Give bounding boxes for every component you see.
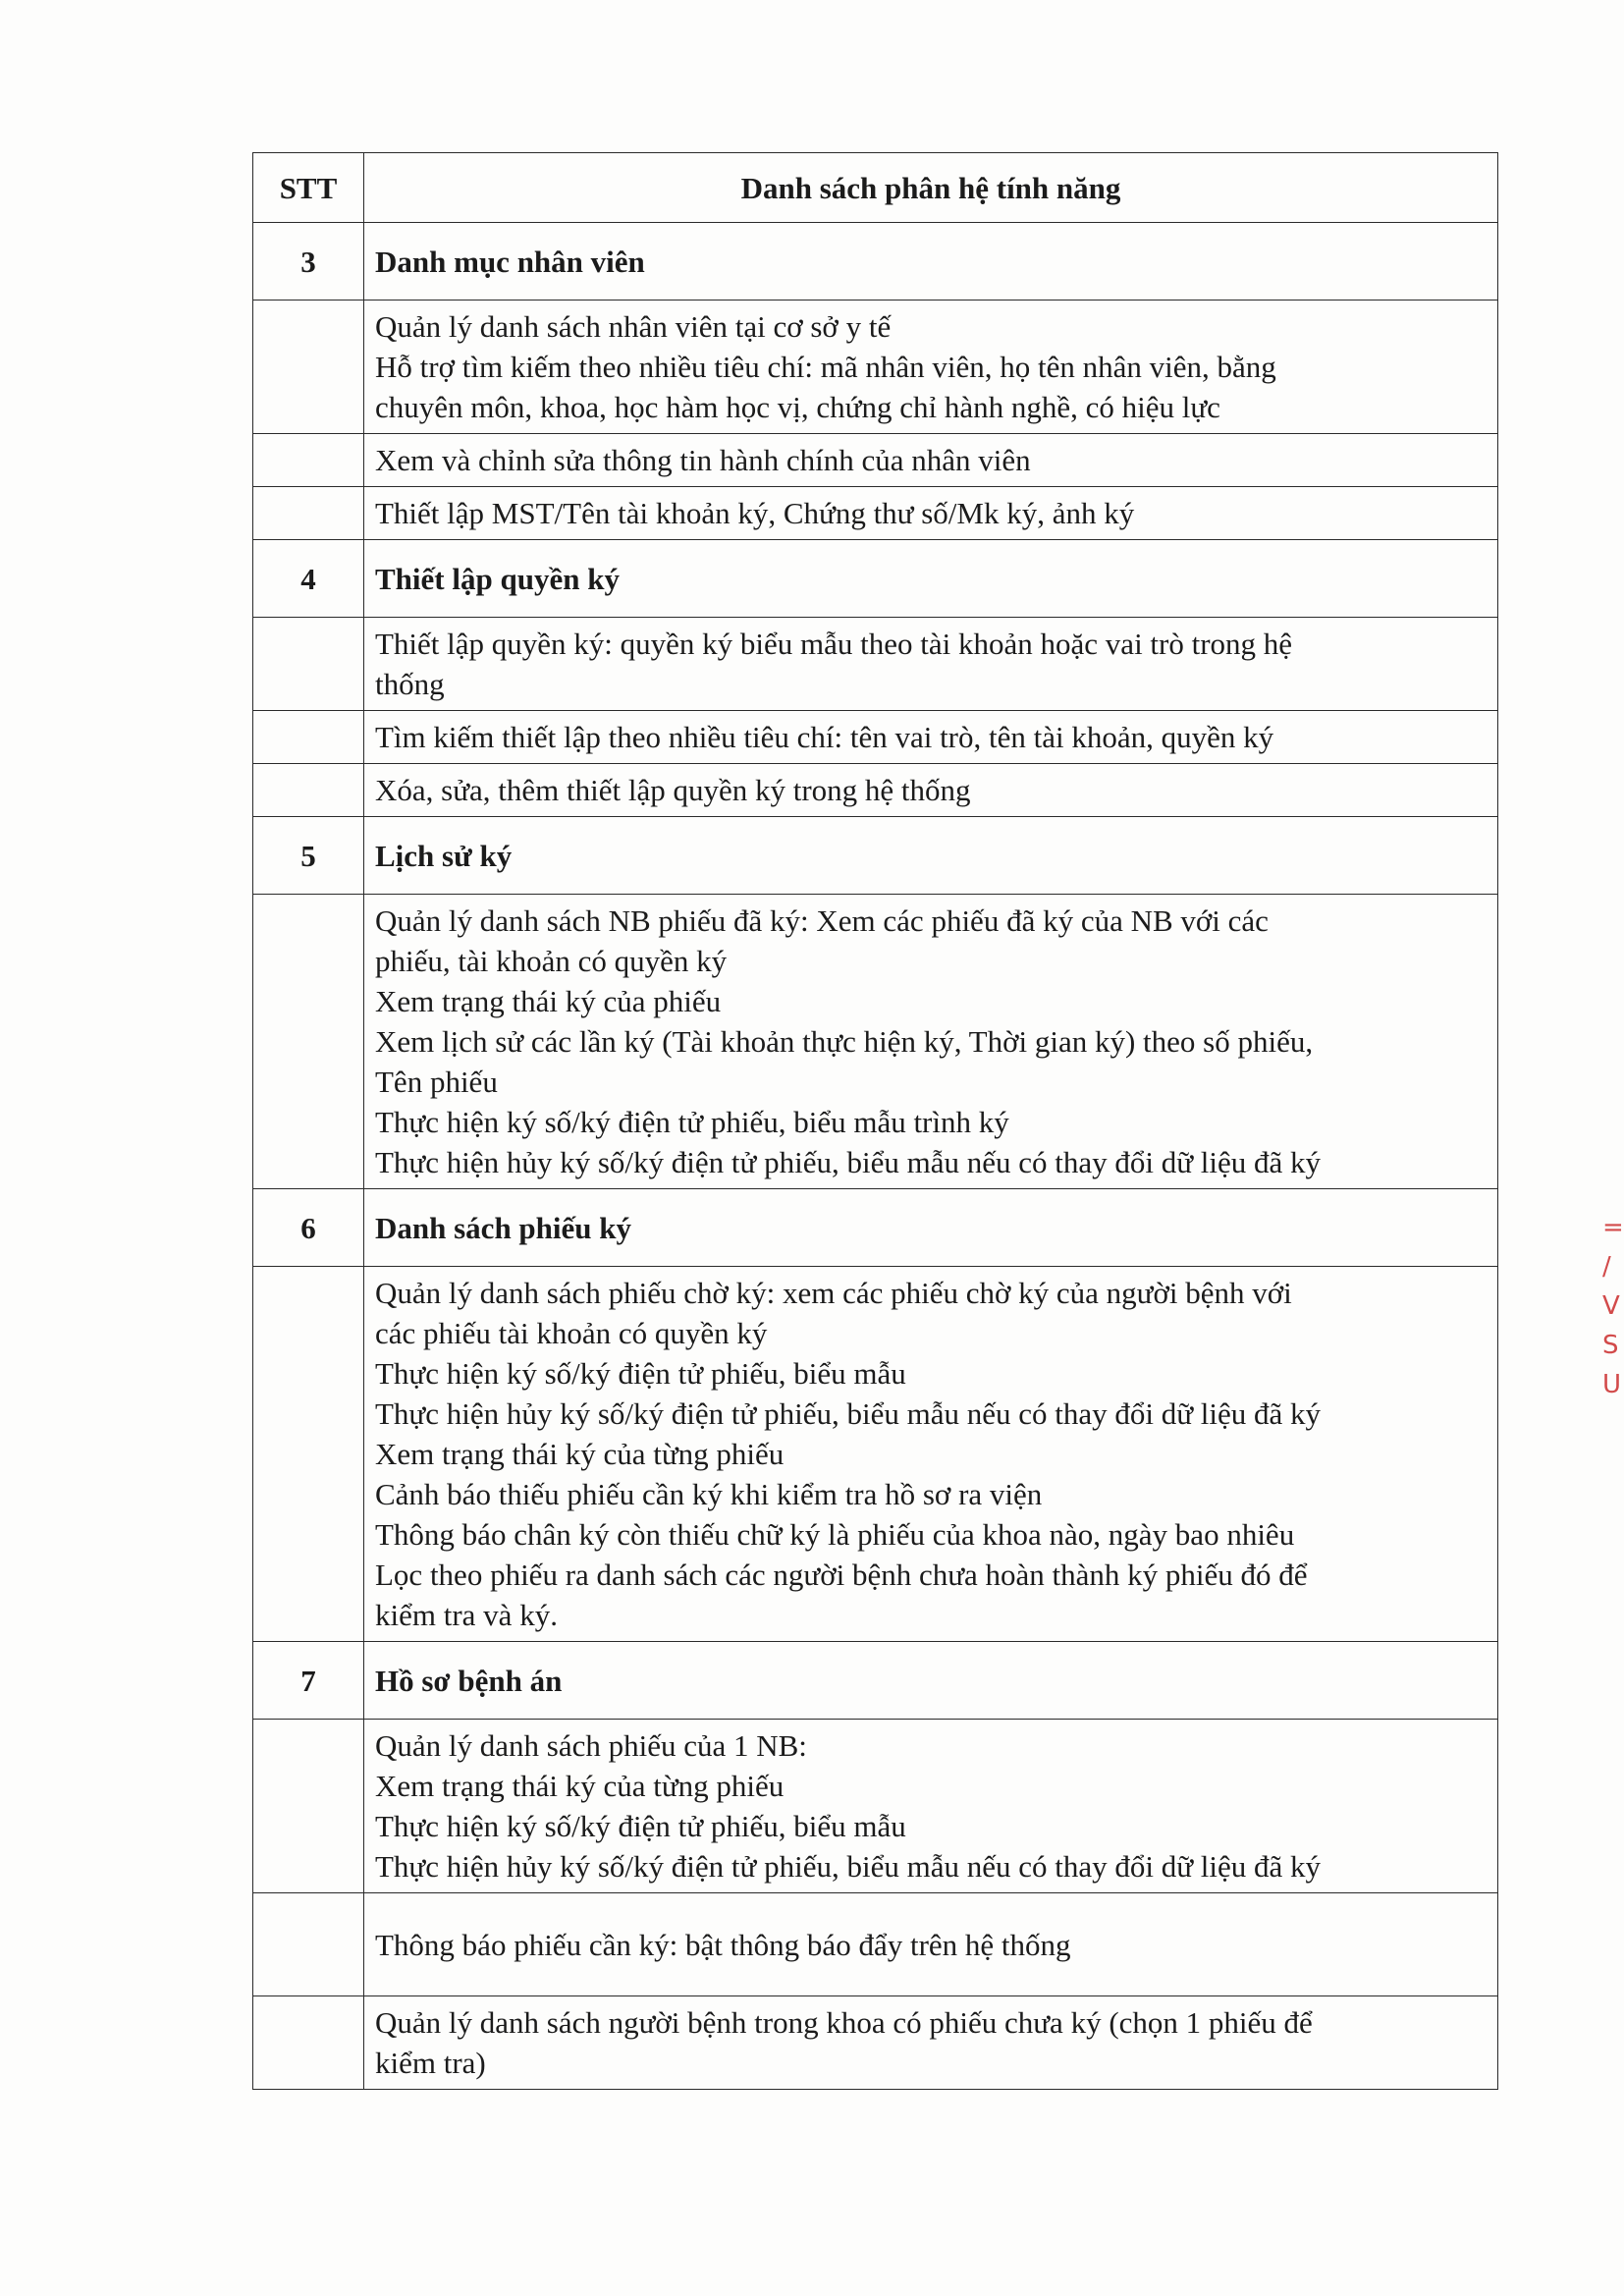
feature-line: Thực hiện ký số/ký điện tử phiếu, biểu mẫu bbox=[375, 1356, 906, 1391]
header-description: Danh sách phân hệ tính năng bbox=[364, 153, 1498, 223]
section-row bbox=[253, 817, 1498, 895]
table-header-row bbox=[253, 153, 1498, 223]
feature-line: chuyên môn, khoa, học hàm học vị, chứng chỉ hành nghề, có hiệu lực bbox=[375, 390, 1220, 424]
feature-description-cell bbox=[364, 1267, 1498, 1642]
feature-line: Thiết lập quyền ký: quyền ký biểu mẫu theo tài khoản hoặc vai trò trong hệ bbox=[375, 627, 1293, 661]
table-row bbox=[253, 1720, 1498, 1893]
feature-description-cell bbox=[364, 1720, 1498, 1893]
feature-line: các phiếu tài khoản có quyền ký bbox=[375, 1316, 768, 1350]
feature-table bbox=[252, 152, 1498, 2090]
feature-line: Xem và chỉnh sửa thông tin hành chính của nhân viên bbox=[375, 443, 1031, 477]
feature-description-cell bbox=[364, 618, 1498, 711]
feature-description-cell bbox=[364, 895, 1498, 1189]
stt-cell-empty bbox=[253, 1893, 364, 1996]
feature-line: Thông báo phiếu cần ký: bật thông báo đẩy trên hệ thống bbox=[375, 1927, 1071, 1962]
margin-stamp-mark: = / V S U bbox=[1602, 1213, 1624, 1399]
feature-line: Tên phiếu bbox=[375, 1065, 498, 1099]
table-row bbox=[253, 711, 1498, 764]
stt-cell-empty bbox=[253, 1720, 364, 1893]
table-row bbox=[253, 434, 1498, 487]
feature-line: Tìm kiếm thiết lập theo nhiều tiêu chí: tên vai trò, tên tài khoản, quyền ký bbox=[375, 720, 1274, 754]
feature-description-cell bbox=[364, 711, 1498, 764]
feature-description-cell bbox=[364, 1893, 1498, 1996]
section-title: Danh sách phiếu ký bbox=[364, 1189, 1498, 1267]
feature-line: Xem trạng thái ký của từng phiếu bbox=[375, 1437, 785, 1471]
table-row bbox=[253, 487, 1498, 540]
table-body bbox=[253, 223, 1498, 2090]
feature-line: Quản lý danh sách nhân viên tại cơ sở y tế bbox=[375, 309, 892, 344]
feature-line: Thực hiện ký số/ký điện tử phiếu, biểu mẫu trình ký bbox=[375, 1105, 1009, 1139]
feature-line: Xóa, sửa, thêm thiết lập quyền ký trong hệ thống bbox=[375, 773, 971, 807]
feature-description-cell bbox=[364, 487, 1498, 540]
section-number: 7 bbox=[253, 1642, 364, 1720]
stt-cell-empty bbox=[253, 764, 364, 817]
stt-cell-empty bbox=[253, 1996, 364, 2090]
section-row bbox=[253, 223, 1498, 301]
section-row bbox=[253, 1189, 1498, 1267]
stt-cell-empty bbox=[253, 618, 364, 711]
feature-line: Quản lý danh sách người bệnh trong khoa có phiếu chưa ký (chọn 1 phiếu để bbox=[375, 2005, 1313, 2040]
table-row bbox=[253, 1893, 1498, 1996]
section-title: Hồ sơ bệnh án bbox=[364, 1642, 1498, 1720]
feature-line: Thông báo chân ký còn thiếu chữ ký là phiếu của khoa nào, ngày bao nhiêu bbox=[375, 1517, 1295, 1552]
feature-line: Thiết lập MST/Tên tài khoản ký, Chứng thư số/Mk ký, ảnh ký bbox=[375, 496, 1135, 530]
table-row bbox=[253, 618, 1498, 711]
stt-cell-empty bbox=[253, 1267, 364, 1642]
section-number: 6 bbox=[253, 1189, 364, 1267]
feature-line: Xem lịch sử các lần ký (Tài khoản thực hiện ký, Thời gian ký) theo số phiếu, bbox=[375, 1024, 1314, 1059]
feature-description-cell bbox=[364, 301, 1498, 434]
stt-cell-empty bbox=[253, 711, 364, 764]
table-row bbox=[253, 1267, 1498, 1642]
feature-line: Quản lý danh sách phiếu chờ ký: xem các phiếu chờ ký của người bệnh với bbox=[375, 1276, 1292, 1310]
table-row bbox=[253, 301, 1498, 434]
section-number: 3 bbox=[253, 223, 364, 301]
section-row bbox=[253, 540, 1498, 618]
feature-line: Thực hiện hủy ký số/ký điện tử phiếu, biểu mẫu nếu có thay đổi dữ liệu đã ký bbox=[375, 1849, 1321, 1884]
feature-description-cell bbox=[364, 434, 1498, 487]
feature-line: kiểm tra) bbox=[375, 2046, 486, 2080]
feature-line: Quản lý danh sách NB phiếu đã ký: Xem các phiếu đã ký của NB với các bbox=[375, 903, 1269, 938]
table-row bbox=[253, 1996, 1498, 2090]
feature-line: Thực hiện hủy ký số/ký điện tử phiếu, biểu mẫu nếu có thay đổi dữ liệu đã ký bbox=[375, 1396, 1321, 1431]
stt-cell-empty bbox=[253, 487, 364, 540]
table-row bbox=[253, 764, 1498, 817]
header-stt: STT bbox=[253, 153, 364, 223]
feature-line: Xem trạng thái ký của phiếu bbox=[375, 984, 722, 1018]
stt-cell-empty bbox=[253, 895, 364, 1189]
stt-cell-empty bbox=[253, 434, 364, 487]
feature-line: Thực hiện ký số/ký điện tử phiếu, biểu mẫu bbox=[375, 1809, 906, 1843]
section-number: 4 bbox=[253, 540, 364, 618]
section-title: Lịch sử ký bbox=[364, 817, 1498, 895]
section-row bbox=[253, 1642, 1498, 1720]
stt-cell-empty bbox=[253, 301, 364, 434]
feature-line: Lọc theo phiếu ra danh sách các người bệnh chưa hoàn thành ký phiếu đó để bbox=[375, 1558, 1308, 1592]
feature-line: Cảnh báo thiếu phiếu cần ký khi kiểm tra hồ sơ ra viện bbox=[375, 1477, 1043, 1511]
table-row bbox=[253, 895, 1498, 1189]
section-title: Thiết lập quyền ký bbox=[364, 540, 1498, 618]
section-number: 5 bbox=[253, 817, 364, 895]
feature-line: phiếu, tài khoản có quyền ký bbox=[375, 944, 728, 978]
feature-line: kiểm tra và ký. bbox=[375, 1598, 558, 1632]
feature-description-cell bbox=[364, 764, 1498, 817]
feature-line: Xem trạng thái ký của từng phiếu bbox=[375, 1769, 785, 1803]
feature-line: Quản lý danh sách phiếu của 1 NB: bbox=[375, 1728, 807, 1763]
feature-line: Thực hiện hủy ký số/ký điện tử phiếu, biểu mẫu nếu có thay đổi dữ liệu đã ký bbox=[375, 1145, 1321, 1179]
section-title: Danh mục nhân viên bbox=[364, 223, 1498, 301]
feature-line: thống bbox=[375, 667, 445, 701]
feature-line: Hỗ trợ tìm kiếm theo nhiều tiêu chí: mã nhân viên, họ tên nhân viên, bằng bbox=[375, 350, 1276, 384]
feature-description-cell bbox=[364, 1996, 1498, 2090]
